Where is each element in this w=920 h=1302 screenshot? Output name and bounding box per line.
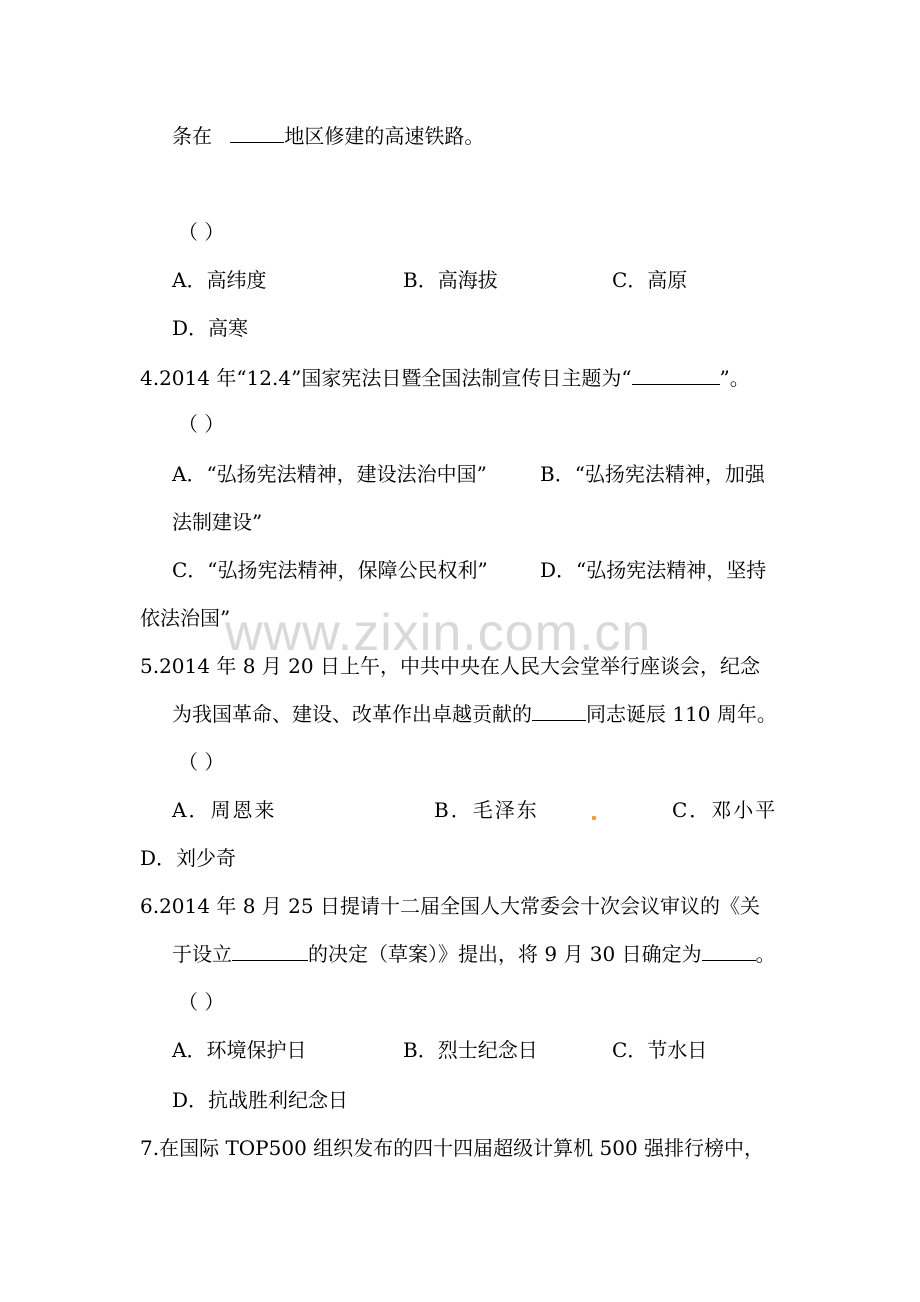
q6-stem-line-2: [172, 940, 776, 968]
q3-option-a: A．高纬度: [172, 268, 267, 292]
q3-option-b: B．高海拔: [403, 268, 498, 292]
q6-blank-1: [232, 940, 308, 961]
q4-option-b: B．“弘扬宪法精神，加强: [540, 462, 765, 486]
q6-stem-text-a: 于设立: [172, 942, 232, 966]
q6-stem-text-c: 。: [755, 942, 776, 966]
q6-blank-2: [702, 940, 756, 961]
q6-option-d: D．抗战胜利纪念日: [172, 1088, 349, 1112]
q5-stem-text-b: 同志诞辰 110 周年。: [586, 702, 777, 726]
q4-option-d-continued: 依法治国”: [140, 606, 231, 630]
q5-blank: [532, 700, 586, 721]
q4-option-c: C．“弘扬宪法精神，保障公民权利”: [172, 558, 488, 582]
q4-blank: [632, 364, 720, 385]
q4-option-d: D．“弘扬宪法精神，坚持: [540, 558, 767, 582]
q6-answer-paren: （ ）: [178, 990, 225, 1014]
q3-blank: [230, 122, 284, 143]
q6-option-c: C．节水日: [612, 1038, 708, 1062]
q3-stem-text-b: 地区修建的高速铁路。: [284, 124, 485, 148]
q6-option-b: B．烈士纪念日: [403, 1038, 538, 1062]
q3-option-c: C．高原: [612, 268, 688, 292]
q5-stem-text-a: 为我国革命、建设、改革作出卓越贡献的: [172, 702, 532, 726]
q5-option-a: A．周恩来: [172, 798, 277, 822]
q4-stem-text-a: 4.2014 年“12.4”国家宪法日暨全国法制宣传日主题为“: [140, 366, 632, 390]
q5-stem-line-1: 5.2014 年 8 月 20 日上午，中共中央在人民大会堂举行座谈会，纪念: [140, 654, 760, 678]
q6-stem-line-1: 6.2014 年 8 月 25 日提请十二届全国人大常委会十次会议审议的《关: [140, 894, 760, 918]
orange-dot: [592, 816, 596, 820]
q3-option-d: D．高寒: [172, 316, 249, 340]
q5-option-d: D．刘少奇: [140, 846, 237, 870]
q4-option-a: A．“弘扬宪法精神，建设法治中国”: [172, 462, 487, 486]
q4-option-b-continued: 法制建设”: [172, 510, 263, 534]
q5-stem-line-2: [172, 700, 777, 728]
watermark: www.zixin.com.cn: [225, 604, 652, 662]
q5-option-b: B．毛泽东: [434, 798, 539, 822]
q3-stem-line: [172, 122, 484, 150]
q4-stem: [140, 364, 750, 392]
q7-stem-line-1: 7.在国际 TOP500 组织发布的四十四届超级计算机 500 强排行榜中，: [140, 1136, 765, 1160]
q5-answer-paren: （ ）: [178, 750, 225, 774]
q4-stem-text-b: ”。: [719, 366, 750, 390]
q3-answer-paren: （ ）: [178, 220, 225, 244]
q6-stem-text-b: 的决定（草案）》提出，将 9 月 30 日确定为: [308, 942, 702, 966]
q3-stem-text-a: 条在: [172, 124, 212, 148]
q4-answer-paren: （ ）: [178, 412, 225, 436]
q5-option-c: C．邓小平: [672, 798, 778, 822]
q6-option-a: A．环境保护日: [172, 1038, 307, 1062]
